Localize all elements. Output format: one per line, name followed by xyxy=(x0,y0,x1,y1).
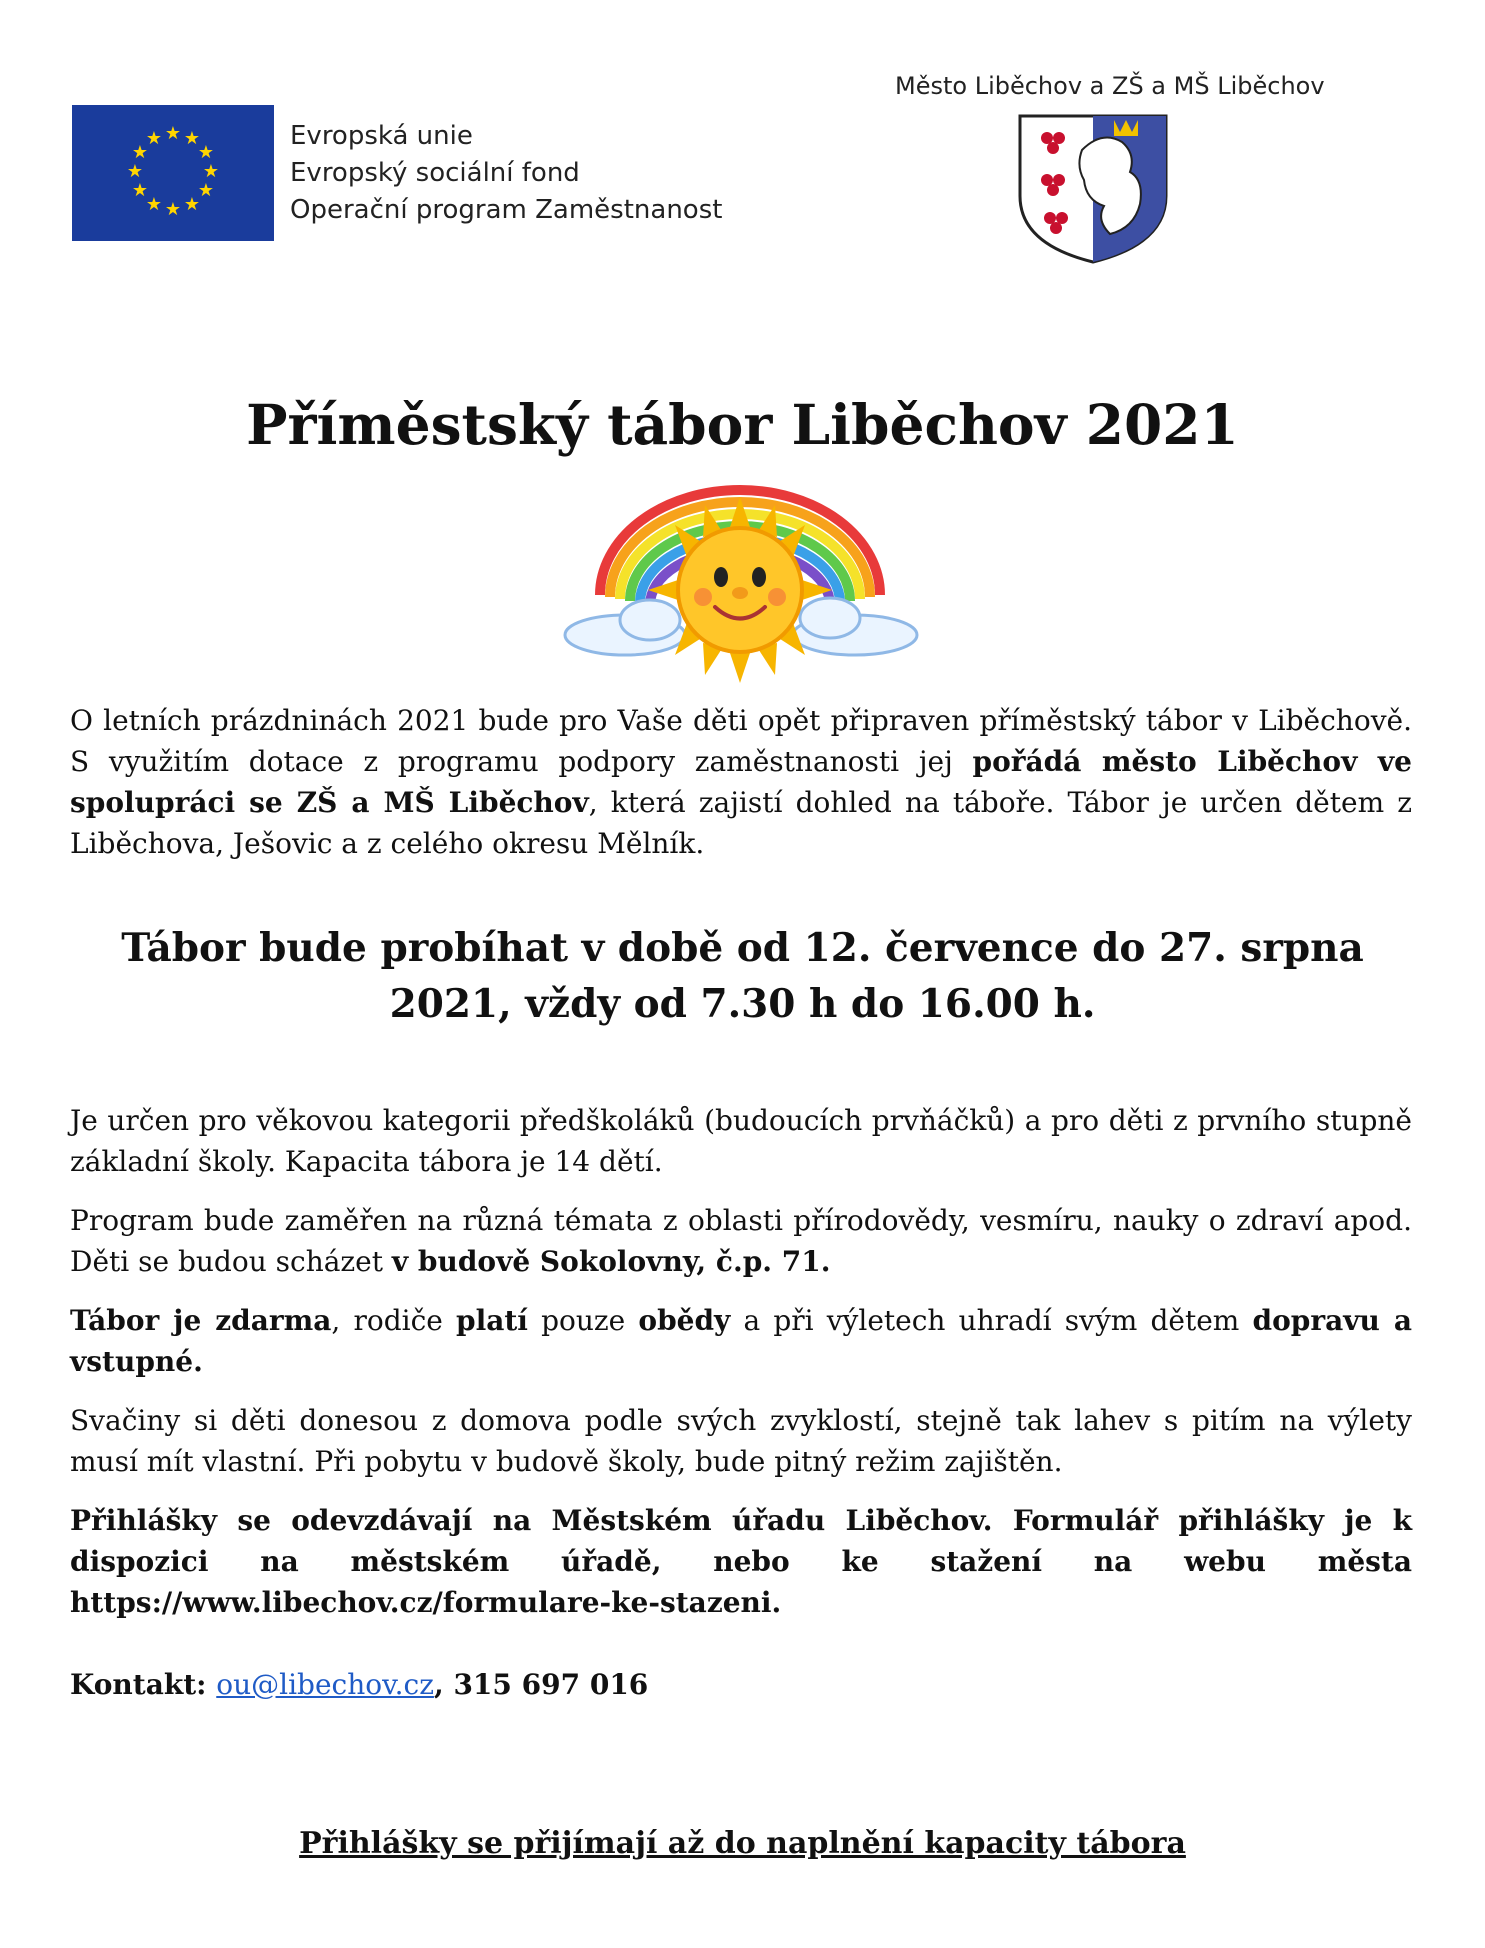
cost-text-2: pouze xyxy=(527,1304,639,1337)
intro-text-2: , která zajistí dohled na táboře. Tábor je určen dětem z Liběchova, Ješovic a z celého okresu Mělník. xyxy=(70,786,1413,860)
cost-free: Tábor je zdarma xyxy=(70,1304,332,1337)
cost-transport: dopravu a vstupné. xyxy=(70,1304,1413,1378)
intro-text-1: O letních prázdninách 2021 bude pro Vaše děti opět připraven příměstský tábor v Liběchově. S využitím dotace z programu podpory zaměstnanosti jej xyxy=(70,704,1412,778)
camp-dates xyxy=(0,920,1485,1032)
svg-text:★: ★ xyxy=(131,142,149,163)
program-paragraph xyxy=(70,1200,1412,1282)
cost-paragraph xyxy=(70,1300,1412,1382)
svg-text:★: ★ xyxy=(183,128,201,149)
svg-text:★: ★ xyxy=(164,123,182,144)
intro-organizer: pořádá město Liběchov ve spolupráci se ZŠ a MŠ Liběchov xyxy=(70,745,1412,819)
cost-text-1: , rodiče xyxy=(331,1304,456,1337)
svg-text:★: ★ xyxy=(145,128,163,149)
eu-program-text xyxy=(290,118,722,229)
eu-flag-logo xyxy=(72,105,274,241)
camp-dates-line1: Tábor bude probíhat v době od 12. července do 27. srpna xyxy=(121,925,1364,971)
svg-text:★: ★ xyxy=(126,161,144,182)
footer-note: Přihlášky se přijímají až do naplnění kapacity tábora xyxy=(299,1826,1186,1861)
cost-lunches: obědy xyxy=(638,1304,731,1337)
signup-paragraph: Přihlášky se odevzdávají na Městském úřadu Liběchov. Formulář přihlášky je k dispozici na městském úřadě, nebo ke stažení na webu města https://www.libechov.cz/formulare-ke-stazeni. xyxy=(70,1504,1412,1619)
page-title: Příměstský tábor Liběchov 2021 xyxy=(246,392,1239,457)
town-caption: Město Liběchov a ZŠ a MŠ Liběchov xyxy=(895,72,1325,100)
svg-text:★: ★ xyxy=(183,194,201,215)
contact-email-link[interactable]: ou@libechov.cz xyxy=(216,1668,434,1701)
eu-line-program: Operační program Zaměstnanost xyxy=(290,195,723,225)
intro-paragraph xyxy=(70,700,1412,864)
camp-dates-line2: 2021, vždy od 7.30 h do 16.00 h. xyxy=(389,981,1096,1027)
program-text: Program bude zaměřen na různá témata z oblasti přírodovědy, vesmíru, nauky o zdraví apod. Děti se budou scházet xyxy=(70,1204,1412,1278)
svg-text:★: ★ xyxy=(131,180,149,201)
eu-stars-icon xyxy=(72,105,274,241)
program-location: v budově Sokolovny, č.p. 71. xyxy=(391,1245,831,1278)
age-paragraph: Je určen pro věkovou kategorii předškoláků (budoucích prvňáčků) a pro děti z prvního stupně základní školy. Kapacita tábora je 14 dětí. xyxy=(70,1104,1412,1178)
svg-text:★: ★ xyxy=(197,180,215,201)
contact-phone: , 315 697 016 xyxy=(433,1668,649,1701)
eu-line-union: Evropská unie xyxy=(290,121,473,151)
coat-of-arms-icon xyxy=(1012,110,1174,266)
snacks-paragraph: Svačiny si děti donesou z domova podle svých zvyklostí, stejně tak lahev s pitím na výlety musí mít vlastní. Při pobytu v budově školy, bude pitný režim zajištěn. xyxy=(70,1404,1412,1478)
svg-text:★: ★ xyxy=(145,194,163,215)
eu-line-fund: Evropský sociální fond xyxy=(290,158,580,188)
contact-label: Kontakt: xyxy=(70,1668,217,1701)
cost-pays: platí xyxy=(456,1304,528,1337)
contact-line xyxy=(70,1668,648,1701)
sun-rainbow-illustration xyxy=(555,485,925,690)
cost-text-3: a při výletech uhradí svým dětem xyxy=(730,1304,1253,1337)
svg-text:★: ★ xyxy=(202,161,220,182)
svg-text:★: ★ xyxy=(164,199,182,220)
svg-text:★: ★ xyxy=(197,142,215,163)
